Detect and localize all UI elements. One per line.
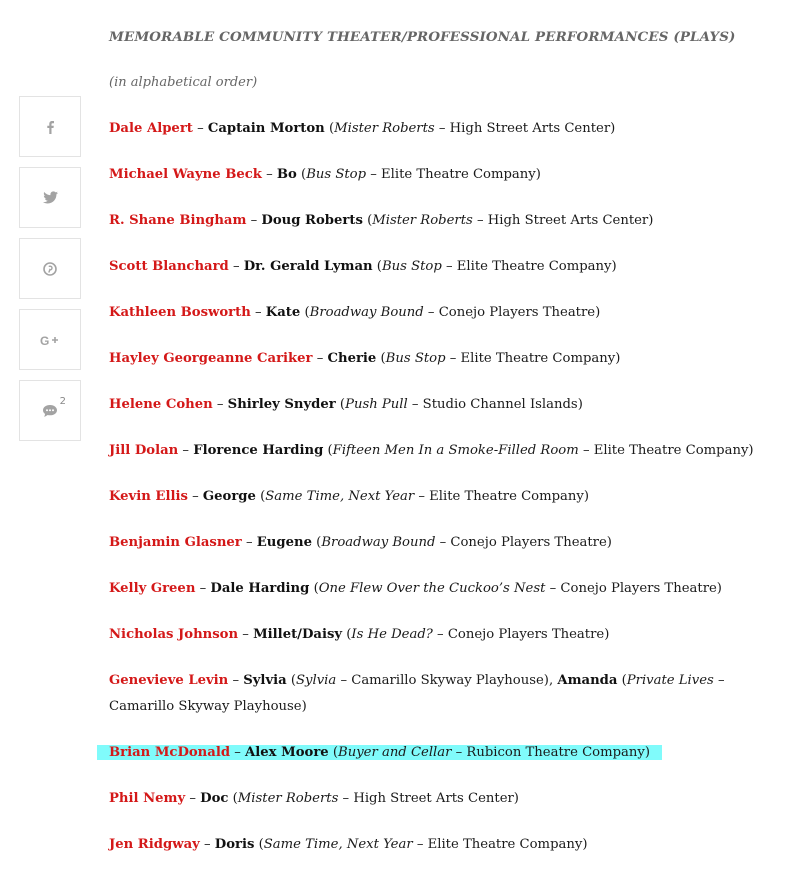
performance-entry <box>109 786 519 812</box>
performance-entry <box>109 208 653 234</box>
venue-text: – Rubicon Theatre Company) <box>451 745 650 760</box>
show-title: Mister Roberts <box>334 121 435 136</box>
facebook-icon <box>45 120 55 134</box>
show-title: Sylvia <box>296 673 337 688</box>
show-title: Broadway Bound <box>321 535 436 550</box>
paren-open: ( <box>335 397 346 412</box>
paren-open: ( <box>228 791 238 806</box>
actor-link[interactable]: Kevin Ellis <box>109 489 188 504</box>
venue-text: – High Street Arts Center) <box>338 791 519 806</box>
venue-text: – Studio Channel Islands) <box>407 397 583 412</box>
paren-open: ( <box>328 745 339 760</box>
venue-text: – Elite Theatre Company) <box>366 167 541 182</box>
social-share-bar <box>19 96 81 451</box>
google-plus-icon <box>40 334 60 346</box>
performance-entry <box>109 254 617 280</box>
show-title: Buyer and Cellar <box>338 745 452 760</box>
role-name: George <box>202 489 256 504</box>
role-name: Alex Moore <box>245 745 329 760</box>
separator: – <box>241 535 257 550</box>
actor-link[interactable]: R. Shane Bingham <box>109 213 247 228</box>
role-name: Shirley Snyder <box>227 397 336 412</box>
paren-open: ( <box>309 581 319 596</box>
separator: – <box>312 351 328 366</box>
role-name: Sylvia <box>243 673 287 688</box>
paren-open: ( <box>296 167 307 182</box>
venue-text: – High Street Arts Center) <box>434 121 616 136</box>
actor-link[interactable]: Jen Ridgway <box>109 837 200 852</box>
paren-open: ( <box>372 259 382 274</box>
actor-link[interactable]: Benjamin Glasner <box>109 535 242 550</box>
role-name: Amanda <box>557 673 618 688</box>
role-name: Bo <box>276 167 297 182</box>
separator: – <box>228 259 244 274</box>
show-title: One Flew Over the Cuckoo’s Nest <box>318 581 546 596</box>
actor-link[interactable]: Kathleen Bosworth <box>109 305 251 320</box>
performance-entry <box>109 530 612 556</box>
separator: – <box>250 305 266 320</box>
show-title: Fifteen Men In a Smoke-Filled Room <box>332 443 579 458</box>
show-title: Same Time, Next Year <box>265 489 415 504</box>
show-title: Bus Stop <box>385 351 446 366</box>
show-title: Broadway Bound <box>309 305 424 320</box>
venue-text: – Conejo Players Theatre) <box>423 305 601 320</box>
paren-open: ( <box>324 121 335 136</box>
separator: – <box>185 791 201 806</box>
section-heading: MEMORABLE COMMUNITY THEATER/PROFESSIONAL PERFORMANCES (PLAYS) <box>109 29 736 45</box>
actor-link[interactable]: Dale Alpert <box>109 121 193 136</box>
separator: – <box>246 213 262 228</box>
paren-open: ( <box>342 627 352 642</box>
performance-entry <box>109 116 615 142</box>
actor-link[interactable]: Genevieve Levin <box>109 673 229 688</box>
twitter-icon <box>43 191 58 204</box>
performance-entry <box>109 668 729 720</box>
show-title: Mister Roberts <box>237 791 339 806</box>
show-title: Push Pull <box>345 397 408 412</box>
actor-link[interactable]: Jill Dolan <box>109 443 179 458</box>
pinterest-icon <box>43 262 57 276</box>
venue-text: – Elite Theatre Company) <box>445 351 621 366</box>
performance-entry <box>109 346 620 372</box>
actor-link[interactable]: Brian McDonald <box>109 745 231 760</box>
venue-text: – Conejo Players Theatre) <box>545 581 722 596</box>
actor-link[interactable]: Michael Wayne Beck <box>109 167 262 182</box>
highlighted-entry <box>97 745 662 760</box>
comments-button[interactable] <box>19 380 81 441</box>
venue-text: – Elite Theatre Company) <box>412 837 588 852</box>
role-name: Millet/Daisy <box>253 627 343 642</box>
performance-entry <box>109 300 600 326</box>
separator: – <box>178 443 194 458</box>
separator: – <box>230 745 246 760</box>
performance-entry <box>109 392 583 418</box>
role-name: Kate <box>265 305 301 320</box>
actor-link[interactable]: Phil Nemy <box>109 791 186 806</box>
separator: – <box>212 397 228 412</box>
role-name: Dale Harding <box>210 581 310 596</box>
role-name: Dr. Gerald Lyman <box>243 259 373 274</box>
role-name: Captain Morton <box>207 121 325 136</box>
show-title: Is He Dead? <box>351 627 433 642</box>
performance-entry <box>109 162 541 188</box>
actor-link[interactable]: Hayley Georgeanne Cariker <box>109 351 313 366</box>
performance-entry <box>109 832 587 858</box>
twitter-share-button[interactable] <box>19 167 81 228</box>
section-subheading: (in alphabetical order) <box>109 75 258 90</box>
separator: – <box>199 837 215 852</box>
paren-open: ( <box>362 213 373 228</box>
actor-link[interactable]: Kelly Green <box>109 581 196 596</box>
paren-open: ( <box>286 673 297 688</box>
role-name: Cherie <box>327 351 377 366</box>
paren-open: ( <box>300 305 310 320</box>
show-title: Private Lives <box>626 673 714 688</box>
venue-text: – Elite Theatre Company) <box>414 489 589 504</box>
svg-text:G: G <box>40 333 50 346</box>
performance-entry <box>109 576 722 602</box>
venue-text: – Camarillo Skyway Playhouse), <box>336 673 558 688</box>
actor-link[interactable]: Helene Cohen <box>109 397 213 412</box>
venue-text: – Elite Theatre Company) <box>441 259 617 274</box>
venue-text: – Camarillo Skyway Playhouse) <box>109 673 725 714</box>
role-name: Eugene <box>256 535 312 550</box>
paren-open: ( <box>376 351 386 366</box>
show-title: Bus Stop <box>381 259 442 274</box>
separator: – <box>187 489 203 504</box>
role-name: Doc <box>200 791 229 806</box>
separator: – <box>228 673 244 688</box>
show-title: Bus Stop <box>306 167 367 182</box>
actor-link[interactable]: Nicholas Johnson <box>109 627 239 642</box>
venue-text: – Elite Theatre Company) <box>578 443 754 458</box>
separator: – <box>195 581 211 596</box>
show-title: Mister Roberts <box>372 213 473 228</box>
facebook-share-button[interactable] <box>19 96 81 157</box>
comment-icon <box>42 404 58 418</box>
role-name: Florence Harding <box>193 443 324 458</box>
paren-open: ( <box>255 489 266 504</box>
performance-entry <box>109 438 754 464</box>
show-title: Same Time, Next Year <box>263 837 413 852</box>
paren-open: ( <box>311 535 322 550</box>
actor-link[interactable]: Scott Blanchard <box>109 259 229 274</box>
paren-open: ( <box>254 837 264 852</box>
paren-open: ( <box>617 673 627 688</box>
performance-entry <box>109 484 589 510</box>
separator: – <box>192 121 208 136</box>
paren-open: ( <box>323 443 333 458</box>
venue-text: – High Street Arts Center) <box>472 213 654 228</box>
performance-entry <box>109 740 662 766</box>
pinterest-share-button[interactable] <box>19 238 81 299</box>
separator: – <box>261 167 277 182</box>
google-plus-share-button[interactable] <box>19 309 81 370</box>
separator: – <box>238 627 254 642</box>
role-name: Doug Roberts <box>261 213 363 228</box>
performance-entry <box>109 622 609 648</box>
venue-text: – Conejo Players Theatre) <box>432 627 610 642</box>
venue-text: – Conejo Players Theatre) <box>435 535 612 550</box>
comment-count: 2 <box>59 396 66 407</box>
role-name: Doris <box>214 837 255 852</box>
